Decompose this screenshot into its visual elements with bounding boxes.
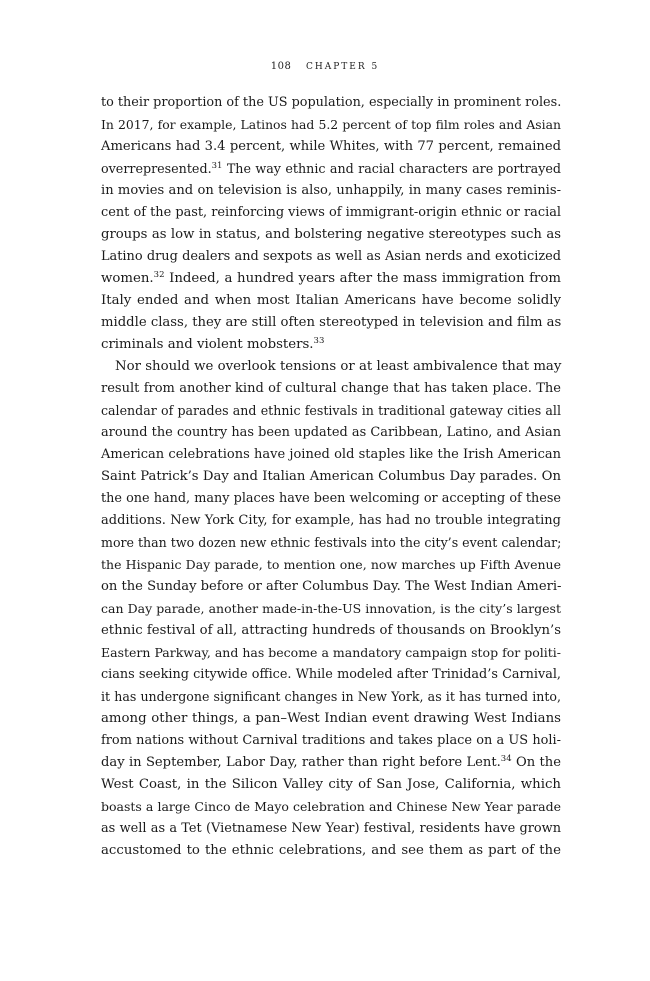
footnote-reference: 32 bbox=[153, 270, 165, 280]
running-head bbox=[0, 61, 650, 72]
line-text: result from another kind of cultural change that has taken place. The bbox=[101, 381, 561, 396]
text-line bbox=[101, 444, 561, 466]
text-line bbox=[101, 400, 561, 422]
text-line bbox=[101, 554, 561, 576]
line-text: Nor should we overlook tensions or at least ambivalence that may bbox=[115, 359, 562, 374]
line-text: accustomed to the ethnic celebrations, and see them as part of the bbox=[101, 843, 561, 858]
line-text: middle class, they are still often stereotyped in television and film as bbox=[101, 315, 562, 330]
text-line bbox=[101, 312, 561, 334]
text-line bbox=[101, 774, 561, 796]
line-text: the one hand, many places have been welcoming or accepting of these bbox=[101, 491, 561, 506]
line-text: criminals and violent mobsters. bbox=[101, 337, 314, 352]
text-line bbox=[101, 334, 561, 356]
line-text: the Hispanic Day parade, to mention one, now marches up Fifth Avenue bbox=[101, 557, 561, 572]
text-line bbox=[101, 796, 561, 818]
text-line bbox=[101, 752, 561, 774]
line-text-continued: On the bbox=[511, 755, 561, 770]
line-text: women. bbox=[101, 271, 154, 286]
line-text: boasts a large Cinco de Mayo celebration and Chinese New Year parade bbox=[101, 799, 561, 814]
line-text: Eastern Parkway, and has become a mandatory campaign stop for politi- bbox=[101, 645, 561, 660]
line-text: In 2017, for example, Latinos had 5.2 percent of top film roles and Asian bbox=[101, 117, 561, 132]
line-text: Latino drug dealers and sexpots as well as Asian nerds and exoticized bbox=[101, 249, 561, 264]
line-text: more than two dozen new ethnic festivals into the city’s event calendar; bbox=[101, 535, 562, 550]
text-line bbox=[101, 708, 561, 730]
text-line bbox=[101, 136, 561, 158]
text-line bbox=[101, 510, 561, 532]
text-line bbox=[101, 642, 561, 664]
line-text: in movies and on television is also, unhappily, in many cases reminis- bbox=[101, 183, 561, 198]
line-text: West Coast, in the Silicon Valley city of San Jose, California, which bbox=[101, 777, 561, 792]
text-line bbox=[101, 356, 561, 378]
line-text: it has undergone significant changes in New York, as it has turned into, bbox=[101, 689, 561, 704]
text-line bbox=[101, 180, 561, 202]
line-text: from nations without Carnival traditions and takes place on a US holi- bbox=[101, 733, 561, 748]
line-text: day in September, Labor Day, rather than right before Lent. bbox=[101, 755, 501, 770]
text-line bbox=[101, 664, 561, 686]
line-text: on the Sunday before or after Columbus Day. The West Indian Ameri- bbox=[101, 579, 562, 594]
line-text: cians seeking citywide office. While modeled after Trinidad’s Carnival, bbox=[101, 667, 561, 682]
line-text: around the country has been updated as Caribbean, Latino, and Asian bbox=[101, 425, 561, 440]
line-text: Saint Patrick’s Day and Italian American Columbus Day parades. On bbox=[101, 469, 561, 484]
text-line bbox=[101, 158, 561, 180]
chapter-title: CHAPTER 5 bbox=[306, 62, 380, 72]
footnote-reference: 31 bbox=[211, 161, 223, 171]
text-line bbox=[101, 532, 561, 554]
line-text: ethnic festival of all, attracting hundreds of thousands on Brooklyn’s bbox=[101, 623, 561, 638]
text-line bbox=[101, 686, 561, 708]
line-text: cent of the past, reinforcing views of immigrant-origin ethnic or racial bbox=[101, 205, 561, 220]
text-line bbox=[101, 268, 561, 290]
text-line bbox=[101, 224, 561, 246]
text-line bbox=[101, 422, 561, 444]
text-line bbox=[101, 576, 561, 598]
footnote-reference: 34 bbox=[500, 754, 512, 764]
text-line bbox=[101, 246, 561, 268]
line-text-continued: Indeed, a hundred years after the mass immigration from bbox=[164, 271, 561, 286]
text-line bbox=[101, 378, 561, 400]
text-line bbox=[101, 620, 561, 642]
footnote-reference: 33 bbox=[313, 336, 325, 346]
line-text-continued: The way ethnic and racial characters are portrayed bbox=[222, 161, 561, 176]
text-line bbox=[101, 818, 561, 840]
line-text: groups as low in status, and bolstering negative stereotypes such as bbox=[101, 227, 561, 242]
line-text: can Day parade, another made-in-the-US innovation, is the city’s largest bbox=[101, 601, 561, 616]
line-text: Italy ended and when most Italian Americans have become solidly bbox=[101, 293, 561, 308]
line-text: as well as a Tet (Vietnamese New Year) festival, residents have grown bbox=[101, 821, 561, 836]
text-line bbox=[101, 488, 561, 510]
line-text: among other things, a pan–West Indian event drawing West Indians bbox=[101, 711, 561, 726]
line-text: additions. New York City, for example, has had no trouble integrating bbox=[101, 513, 561, 528]
text-line bbox=[101, 466, 561, 488]
text-line bbox=[101, 202, 561, 224]
page-number: 108 bbox=[270, 61, 292, 72]
line-text: Americans had 3.4 percent, while Whites, with 77 percent, remained bbox=[101, 139, 561, 154]
text-line bbox=[101, 92, 561, 114]
line-text: to their proportion of the US population, especially in prominent roles. bbox=[101, 95, 562, 110]
line-text: American celebrations have joined old staples like the Irish American bbox=[101, 447, 561, 462]
text-line bbox=[101, 840, 561, 862]
text-line bbox=[101, 730, 561, 752]
text-line bbox=[101, 598, 561, 620]
text-line bbox=[101, 114, 561, 136]
body-text bbox=[101, 92, 561, 862]
line-text: calendar of parades and ethnic festivals in traditional gateway cities all bbox=[101, 403, 561, 418]
line-text: overrepresented. bbox=[101, 161, 212, 176]
text-line bbox=[101, 290, 561, 312]
